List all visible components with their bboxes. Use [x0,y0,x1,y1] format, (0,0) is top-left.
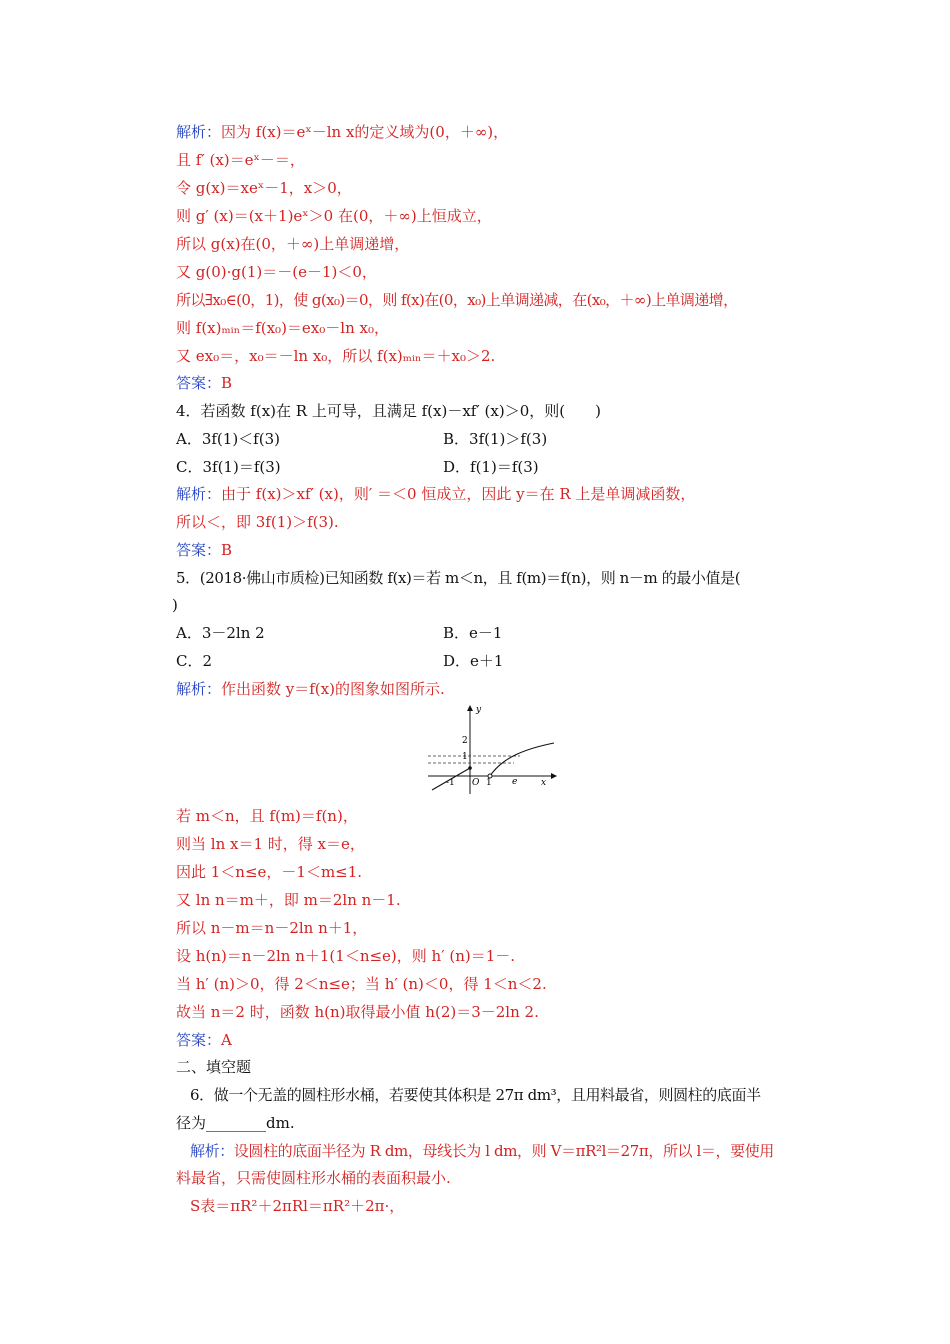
q5-option-b: B．e－1 [443,624,503,642]
s3-line-1: 解析：因为 f(x)＝eˣ－ln x的定义域为(0，＋∞)， [176,123,509,141]
tick-label-x1: 1 [486,778,492,788]
s3-line-7: 所以∃x₀∈(0，1)，使 g(x₀)＝0，则 f(x)在(0，x₀)上单调递减，在(x₀，＋∞)上单调递增， [176,291,738,309]
origin-label: O [472,778,480,788]
x-axis-label: x [541,778,547,788]
q4-answer: 答案：B [176,541,233,559]
q5-option-c: C．2 [176,652,213,670]
q5-stem-2: ) [172,596,178,614]
y-axis-label: y [476,705,482,715]
q5-line-5: 所以 n－m＝n－2ln n＋1， [176,919,368,937]
tick-label-2: 2 [462,736,468,746]
closed-endpoint [468,766,472,770]
q5-line-7: 当 h′ (n)＞0，得 2＜n≤e；当 h′ (n)＜0，得 1＜n＜2. [176,975,547,993]
q5-line-4: 又 ln n＝m＋，即 m＝2ln n－1. [176,891,401,909]
q5-line-6: 设 h(n)＝n－2ln n＋1(1＜n≤e)，则 h′ (n)＝1－. [176,947,516,965]
s3-line-8: 则 f(x)ₘᵢₙ＝f(x₀)＝ex₀－ln x₀， [176,319,389,337]
s3-line-3: 令 g(x)＝xeˣ－1，x＞0， [176,179,352,197]
q5-line-3: 因此 1＜n≤e，－1＜m≤1. [176,863,363,881]
q6-solution-3: S表＝πR²＋2πRl＝πR²＋2π·， [190,1197,405,1215]
q5-option-d: D．e＋1 [443,652,504,670]
q4-option-c: C．3f(1)＝f(3) [176,458,281,476]
q4-stem: 4．若函数 f(x)在 R 上可导，且满足 f(x)－xf′ (x)＞0，则( ) [176,402,601,420]
section-heading-fill-in: 二、填空题 [176,1058,252,1076]
q4-option-a: A．3f(1)＜f(3) [176,430,280,448]
q5-option-a: A．3－2ln 2 [176,624,265,642]
q4-solution-2: 所以＜，即 3f(1)＞f(3). [176,513,339,531]
q4-option-d: D．f(1)＝f(3) [443,458,539,476]
q5-line-8: 故当 n＝2 时，函数 h(n)取得最小值 h(2)＝3－2ln 2. [176,1003,539,1021]
s3-line-2: 且 f′ (x)＝eˣ－＝， [176,151,305,169]
q5-solution-first: 解析：作出函数 y＝f(x)的图象如图所示. [176,680,445,698]
function-graph [424,702,564,798]
q4-solution-1: 解析：由于 f(x)＞xf′ (x)，则′ ＝＜0 恒成立，因此 y＝在 R 上是单调减函数， [176,485,696,503]
q5-answer: 答案：A [176,1031,232,1049]
q6-solution-2: 料最省，只需使圆柱形水桶的表面积最小. [176,1169,451,1187]
s3-line-9: 又 ex₀＝，x₀＝－ln x₀，所以 f(x)ₘᵢₙ＝＋x₀＞2. [176,347,496,365]
tick-label-1: 1 [462,752,468,762]
q6-stem-1: 6．做一个无盖的圆柱形水桶，若要使其体积是 27π dm³，且用料最省，则圆柱的底面半 [190,1086,761,1104]
log-branch-curve [490,743,554,776]
s3-line-5: 所以 g(x)在(0，＋∞)上单调递增， [176,235,410,253]
tick-label-neg1: -1 [446,778,455,788]
q5-line-2: 则当 ln x＝1 时，得 x＝e， [176,835,365,853]
tick-label-e: e [512,777,518,787]
solution-label: 解析： [176,123,222,141]
s3-line-4: 则 g′ (x)＝(x＋1)eˣ＞0 在(0，＋∞)上恒成立， [176,207,492,225]
q6-stem-2: 径为________dm. [176,1114,295,1132]
q4-option-b: B．3f(1)＞f(3) [443,430,548,448]
q5-stem-1: 5．(2018·佛山市质检)已知函数 f(x)＝若 m＜n，且 f(m)＝f(n)，则 n－m 的最小值是( [176,569,741,587]
s3-answer: 答案：B [176,374,233,392]
s3-line-6: 又 g(0)·g(1)＝－(e－1)＜0， [176,263,377,281]
q5-line-1: 若 m＜n，且 f(m)＝f(n)， [176,807,358,825]
q6-solution-1: 解析：设圆柱的底面半径为 R dm，母线长为 l dm，则 V＝πR²l＝27π，所以 l＝，要使用 [190,1142,774,1160]
